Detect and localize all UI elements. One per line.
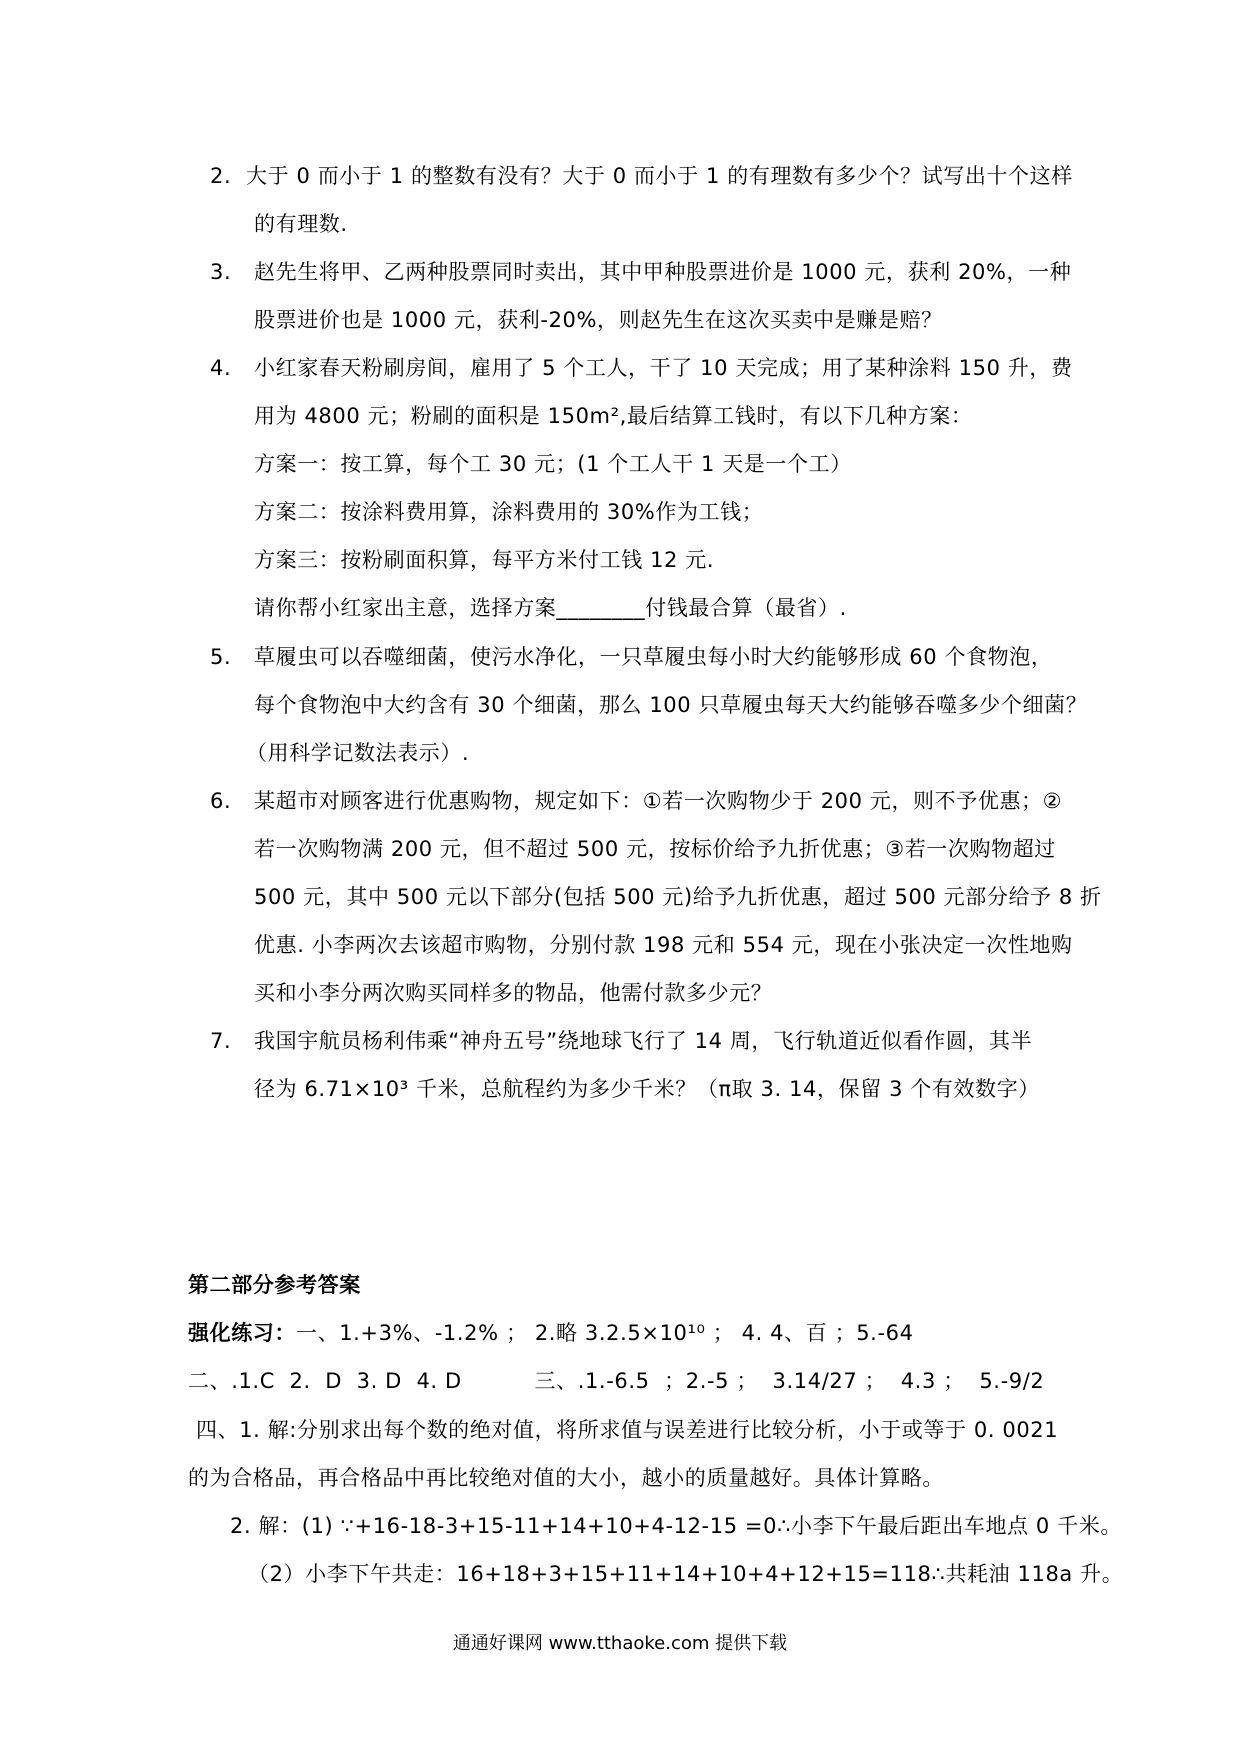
answers-line-5: 2. 解：(1) ∵+16-18-3+15-11+14+10+4-12-15 =0∴小李下午最后距出车地点 0 千米。 (230, 1514, 1122, 1538)
problem-6-text: 买和小李分两次购买同样多的物品，他需付款多少元？ (254, 981, 773, 1005)
problem-4-question: 请你帮小红家出主意，选择方案________付钱最合算（最省）. (254, 596, 847, 620)
problem-4-text: 小红家春天粉刷房间，雇用了 5 个工人，干了 10 天完成；用了某种涂料 150 升，费 (254, 356, 1073, 380)
problem-2-text: 大于 0 而小于 1 的整数有没有？大于 0 而小于 1 的有理数有多少个？试写出十个这样 (246, 164, 1073, 188)
page-footer: 通通好课网 www.tthaoke.com 提供下载 (452, 1633, 788, 1654)
answers-line-6: （2）小李下午共走：16+18+3+15+11+14+10+4+12+15=118∴共耗油 118a 升。 (248, 1562, 1124, 1586)
answers-heading: 第二部分参考答案 (188, 1273, 361, 1297)
problem-6-text: 若一次购物满 200 元，但不超过 500 元，按标价给予九折优惠；③若一次购物超过 (254, 837, 1056, 861)
problem-7-number: 7. (210, 1029, 232, 1053)
problem-6-text: 优惠. 小李两次去该超市购物，分别付款 198 元和 554 元，现在小张决定一次性地购 (254, 933, 1073, 957)
problem-5-text: 每个食物泡中大约含有 30 个细菌，那么 100 只草履虫每天大约能够吞噬多少个细菌？ (254, 693, 1088, 717)
problem-4-number: 4. (210, 356, 232, 380)
answers-line-3: 四、1. 解:分别求出每个数的绝对值，将所求值与误差进行比较分析，小于或等于 0. 0021 (196, 1418, 1059, 1442)
problem-4-plan-2: 方案二：按涂料费用算，涂料费用的 30%作为工钱； (254, 500, 764, 524)
answers-label: 强化练习： (188, 1321, 296, 1345)
problem-5-number: 5. (210, 645, 232, 669)
problem-5-text: 草履虫可以吞噬细菌，使污水净化，一只草履虫每小时大约能够形成 60 个食物泡， (254, 645, 1053, 669)
problem-3-text: 赵先生将甲、乙两种股票同时卖出，其中甲种股票进价是 1000 元，获利 20%，一种 (254, 260, 1072, 284)
problem-6-number: 6. (210, 789, 232, 813)
problem-2-number: 2. (210, 164, 232, 188)
problem-4-plan-3: 方案三：按粉刷面积算，每平方米付工钱 12 元. (254, 548, 715, 572)
problem-6-text: 500 元，其中 500 元以下部分(包括 500 元)给予九折优惠，超过 500 元部分给予 8 折 (254, 885, 1102, 909)
answers-line-4: 的为合格品，再合格品中再比较绝对值的大小，越小的质量越好。具体计算略。 (188, 1466, 944, 1490)
problem-7-text: 径为 6.71×10³ 千米，总航程约为多少千米？（π取 3. 14，保留 3 个有效数字） (254, 1077, 1040, 1101)
problem-4-plan-1: 方案一：按工算，每个工 30 元；(1 个工人干 1 天是一个工） (254, 452, 852, 476)
problem-3-number: 3. (210, 260, 232, 284)
answers-line-1-text: 一、1.+3%、-1.2% ； 2.略 3.2.5×10¹⁰ ； 4. 4、百 ；5.-64 (296, 1321, 914, 1345)
answers-line-2: 二、.1.C 2. D 3. D 4. D 三、.1.-6.5 ；2.-5 ； 3.14/27 ； 4.3 ； 5.-9/2 (188, 1369, 1045, 1393)
answers-line-1 (188, 1319, 914, 1347)
problem-3-text: 股票进价也是 1000 元，获利-20%，则赵先生在这次买卖中是赚是赔？ (254, 308, 943, 332)
problem-7-text: 我国宇航员杨利伟乘“神舟五号”绕地球飞行了 14 周，飞行轨道近似看作圆，其半 (254, 1029, 1033, 1053)
problem-4-text: 用为 4800 元；粉刷的面积是 150m²,最后结算工钱时，有以下几种方案： (254, 404, 973, 428)
problem-2-text: 的有理数. (254, 212, 348, 236)
problem-5-text: （用科学记数法表示）. (246, 741, 470, 765)
problem-6-text: 某超市对顾客进行优惠购物，规定如下：①若一次购物少于 200 元，则不予优惠；② (254, 789, 1063, 813)
